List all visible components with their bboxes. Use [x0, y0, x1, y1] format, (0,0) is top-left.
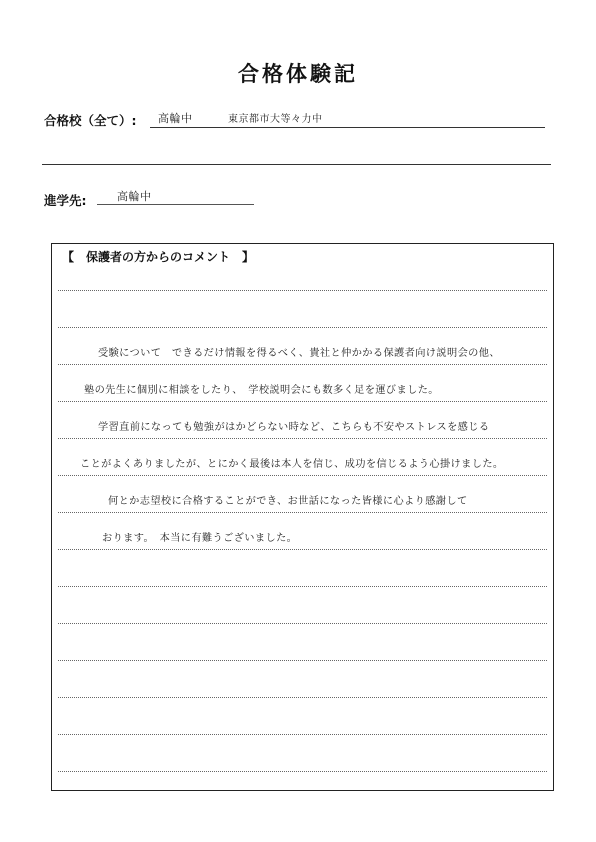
- school-second-line: [42, 164, 551, 165]
- ruled-line: [58, 697, 547, 698]
- ruled-line: [58, 771, 547, 772]
- enrolled-label: 進学先:: [44, 193, 87, 208]
- ruled-line: [58, 549, 547, 550]
- ruled-line: [58, 623, 547, 624]
- school-value-2: 東京都市大等々力中: [228, 114, 323, 125]
- school-underline: [150, 127, 545, 128]
- comment-line-2: 塾の先生に個別に相談をしたり、 学校説明会にも数多く足を運びました。: [84, 385, 439, 396]
- ruled-line: [58, 734, 547, 735]
- ruled-line: [58, 290, 547, 291]
- ruled-line: [58, 327, 547, 328]
- ruled-line: [58, 586, 547, 587]
- ruled-line: [58, 512, 547, 513]
- ruled-line: [58, 438, 547, 439]
- comment-header: 【 保護者の方からのコメント 】: [62, 250, 255, 264]
- page-title: 合格体験記: [238, 62, 358, 86]
- ruled-line: [58, 364, 547, 365]
- comment-line-6: おります。 本当に有難うございました。: [102, 533, 298, 544]
- ruled-line: [58, 475, 547, 476]
- enrolled-underline: [97, 204, 254, 205]
- comment-line-1: 受験について できるだけ情報を得るべく、貴社と仲かかる保護者向け説明会の他、: [98, 348, 500, 359]
- ruled-line: [58, 401, 547, 402]
- enrolled-value: 高輪中: [117, 190, 152, 203]
- ruled-line: [58, 660, 547, 661]
- comment-line-4: ことがよくありましたが、とにかく最後は本人を信じ、成功を信じるよう心掛けました。: [80, 459, 504, 470]
- comment-box: [51, 243, 554, 791]
- comment-line-5: 何とか志望校に合格することができ、お世話になった皆様に心より感謝して: [108, 496, 468, 507]
- school-label: 合格校（全て）:: [44, 113, 137, 128]
- comment-line-3: 学習直前になっても勉強がはかどらない時など、こちらも不安やストレスを感じる: [98, 422, 490, 433]
- school-value-1: 高輪中: [158, 112, 193, 125]
